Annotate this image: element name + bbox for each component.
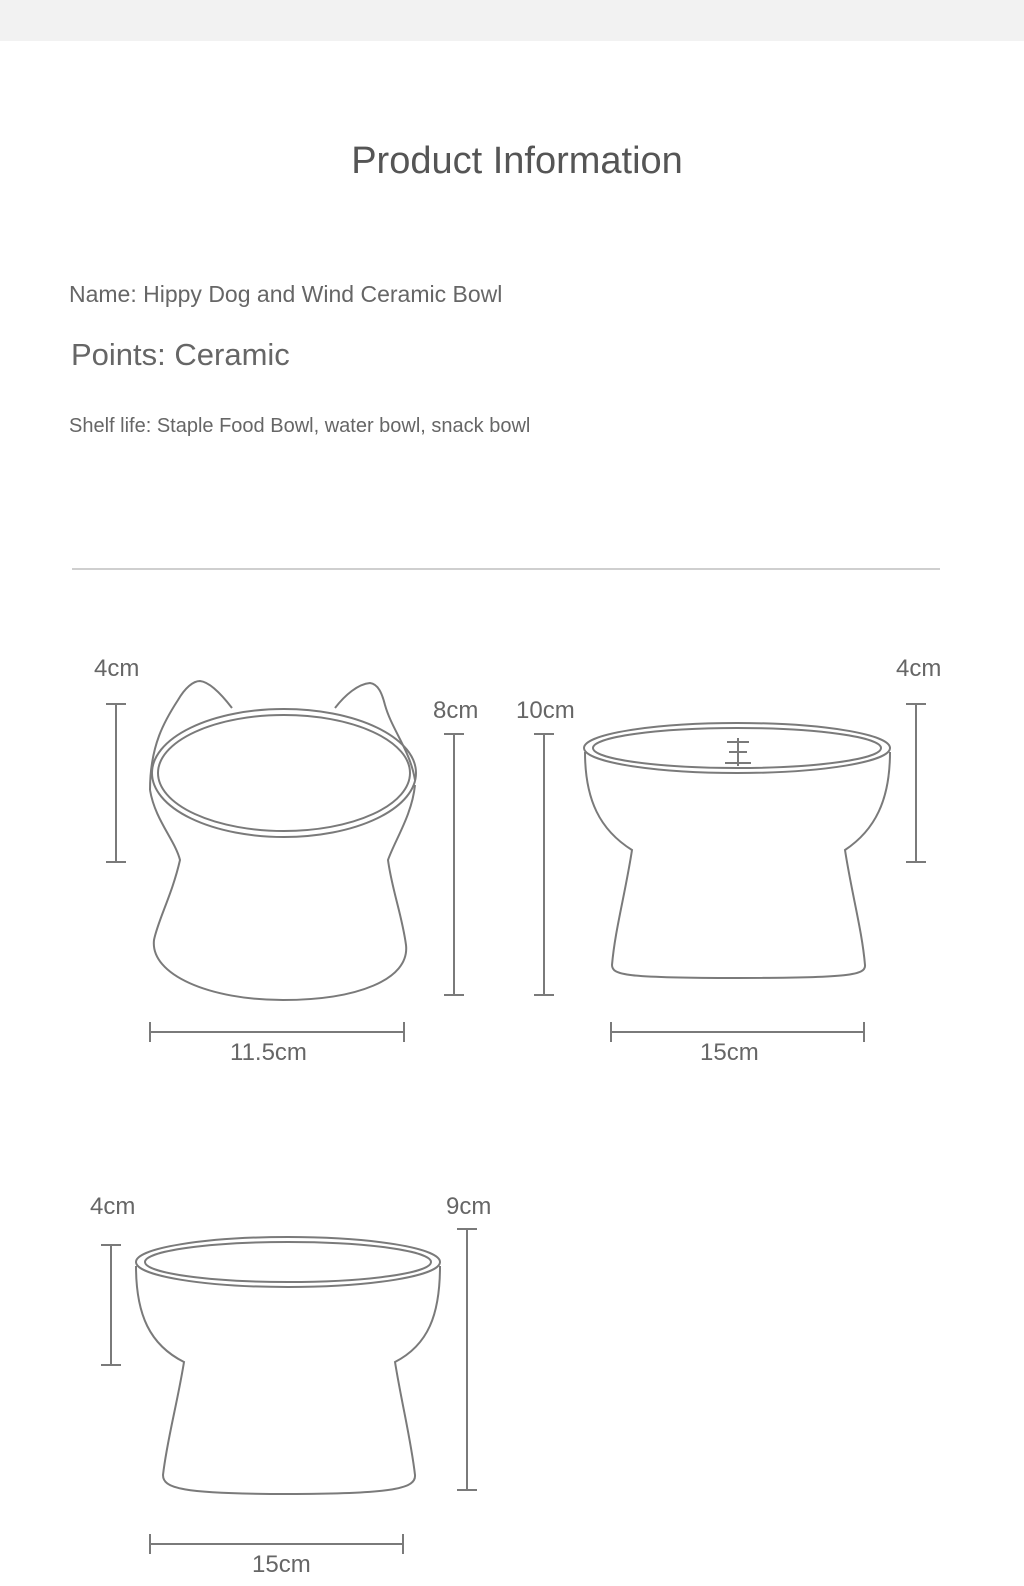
tall-bowl-depth-line xyxy=(906,704,926,862)
cat-bowl-shape xyxy=(150,681,416,1000)
page-title: Product Information xyxy=(351,140,683,182)
cat-bowl-depth-line xyxy=(106,704,126,862)
product-material: Points: Ceramic xyxy=(71,337,290,372)
tall-bowl-height-label: 10cm xyxy=(516,697,575,724)
product-name: Name: Hippy Dog and Wind Ceramic Bowl xyxy=(69,281,503,307)
tall-bowl-width-label: 15cm xyxy=(700,1039,759,1066)
round-bowl-height-line xyxy=(457,1229,477,1490)
product-usage: Shelf life: Staple Food Bowl, water bowl, snack bowl xyxy=(69,415,531,437)
round-bowl-diagram xyxy=(90,1193,491,1578)
cat-bowl-width-label: 11.5cm xyxy=(230,1039,307,1066)
round-bowl-width-label: 15cm xyxy=(252,1551,311,1578)
round-bowl-height-label: 9cm xyxy=(446,1193,492,1220)
tall-bowl-height-line xyxy=(534,734,554,995)
cat-bowl-depth-label: 4cm xyxy=(94,655,140,682)
cat-bowl-diagram xyxy=(94,655,478,1066)
round-bowl-shape xyxy=(136,1237,440,1494)
cat-bowl-height-label: 8cm xyxy=(433,697,479,724)
tall-bowl-diagram xyxy=(516,655,941,1066)
wang-glyph-icon xyxy=(725,738,751,766)
cat-bowl-height-line xyxy=(444,734,464,995)
round-bowl-depth-label: 4cm xyxy=(90,1193,136,1220)
tall-bowl-depth-label: 4cm xyxy=(896,655,942,682)
round-bowl-depth-line xyxy=(101,1245,121,1365)
